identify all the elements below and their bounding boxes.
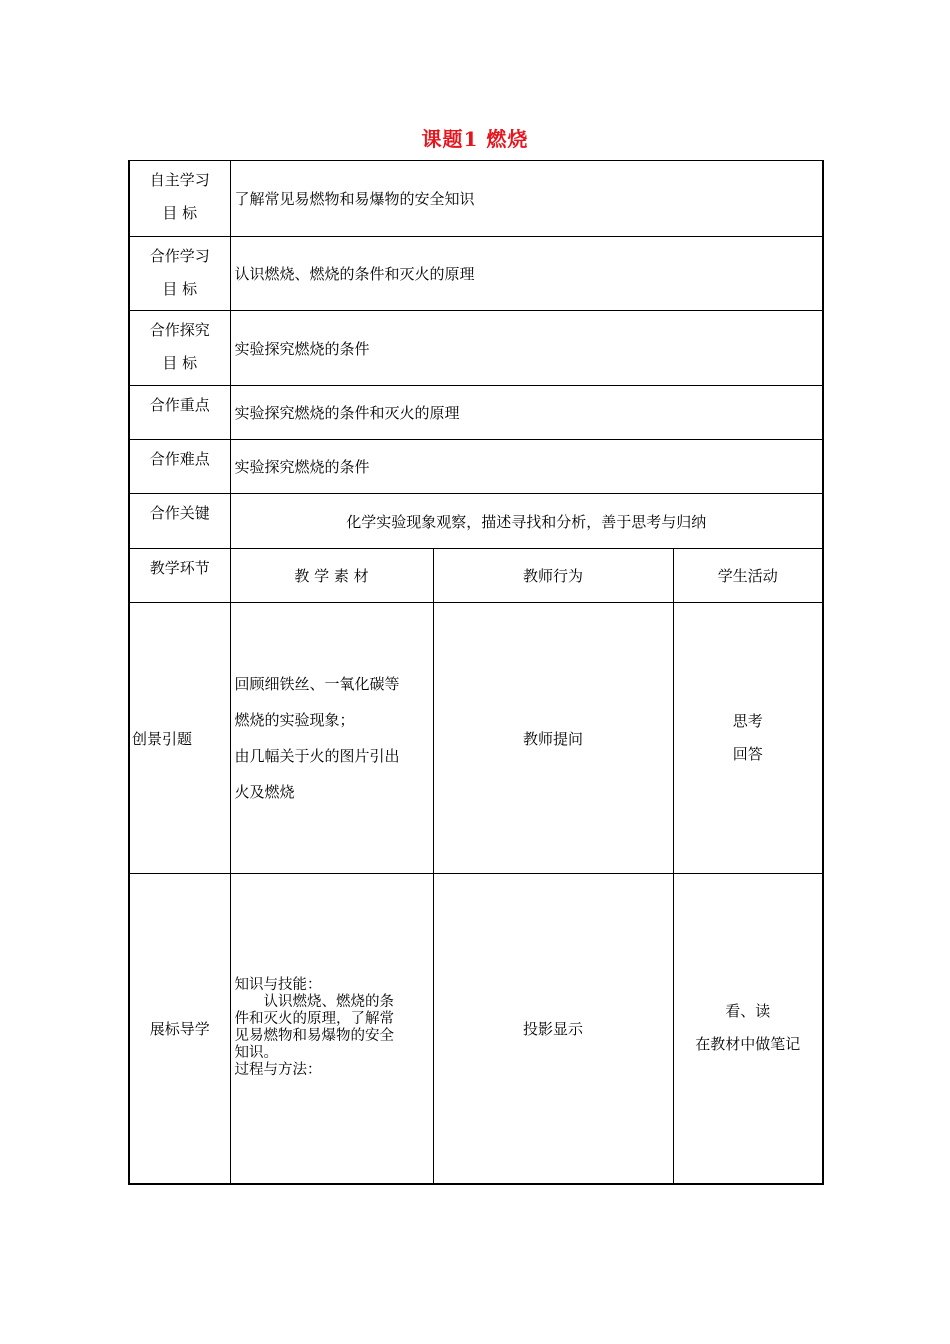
teacher-action: 教师提问 bbox=[433, 603, 673, 874]
student-activity: 思考 回答 bbox=[673, 603, 823, 874]
material-cell bbox=[230, 603, 433, 874]
objective-value: 实验探究燃烧的条件 bbox=[230, 311, 823, 386]
material-line: 过程与方法： bbox=[234, 1062, 322, 1079]
lesson-plan-table bbox=[128, 160, 824, 1185]
stage-row-goals bbox=[129, 874, 823, 1184]
objective-label: 合作探究 目 标 bbox=[129, 311, 230, 386]
objective-label: 自主学习 目 标 bbox=[129, 161, 230, 237]
difficulty-label: 合作难点 bbox=[129, 440, 230, 494]
stage-label: 展标导学 bbox=[129, 874, 230, 1184]
key-label: 合作关键 bbox=[129, 494, 230, 549]
material-line: 见易燃物和易爆物的安全 bbox=[234, 1028, 394, 1045]
material-cell bbox=[230, 874, 433, 1184]
objective-row-cooperative-inquiry bbox=[129, 311, 823, 386]
header-teacher: 教师行为 bbox=[433, 549, 673, 603]
teacher-action: 投影显示 bbox=[433, 874, 673, 1184]
student-activity: 看、读 在教材中做笔记 bbox=[673, 874, 823, 1184]
material-line: 燃烧的实验现象； bbox=[234, 711, 355, 729]
key-value: 化学实验现象观察，描述寻找和分析，善于思考与归纳 bbox=[230, 494, 823, 549]
objective-row-self-study bbox=[129, 161, 823, 237]
key-point-value: 实验探究燃烧的条件和灭火的原理 bbox=[230, 386, 823, 440]
header-student: 学生活动 bbox=[673, 549, 823, 603]
material-line: 回顾细铁丝、一氧化碳等 bbox=[234, 675, 400, 693]
material-line: 认识燃烧、燃烧的条 bbox=[234, 994, 394, 1011]
key-point-row bbox=[129, 386, 823, 440]
difficulty-value: 实验探究燃烧的条件 bbox=[230, 440, 823, 494]
material-line: 知识与技能： bbox=[234, 977, 322, 994]
material-line: 件和灭火的原理，了解常 bbox=[234, 1011, 394, 1028]
column-header-row bbox=[129, 549, 823, 603]
header-stage: 教学环节 bbox=[129, 549, 230, 603]
stage-row-intro bbox=[129, 603, 823, 874]
material-line: 由几幅关于火的图片引出 bbox=[234, 747, 400, 765]
objective-label: 合作学习 目 标 bbox=[129, 237, 230, 311]
material-line: 火及燃烧 bbox=[234, 783, 295, 801]
header-material: 教 学 素 材 bbox=[230, 549, 433, 603]
key-row bbox=[129, 494, 823, 549]
document-title: 课题1 燃烧 bbox=[421, 127, 529, 151]
material-line: 知识。 bbox=[234, 1045, 278, 1062]
objective-value: 认识燃烧、燃烧的条件和灭火的原理 bbox=[230, 237, 823, 311]
objective-row-cooperative-study bbox=[129, 237, 823, 311]
objective-value: 了解常见易燃物和易爆物的安全知识 bbox=[230, 161, 823, 237]
stage-label: 创景引题 bbox=[129, 603, 230, 874]
key-point-label: 合作重点 bbox=[129, 386, 230, 440]
difficulty-row bbox=[129, 440, 823, 494]
